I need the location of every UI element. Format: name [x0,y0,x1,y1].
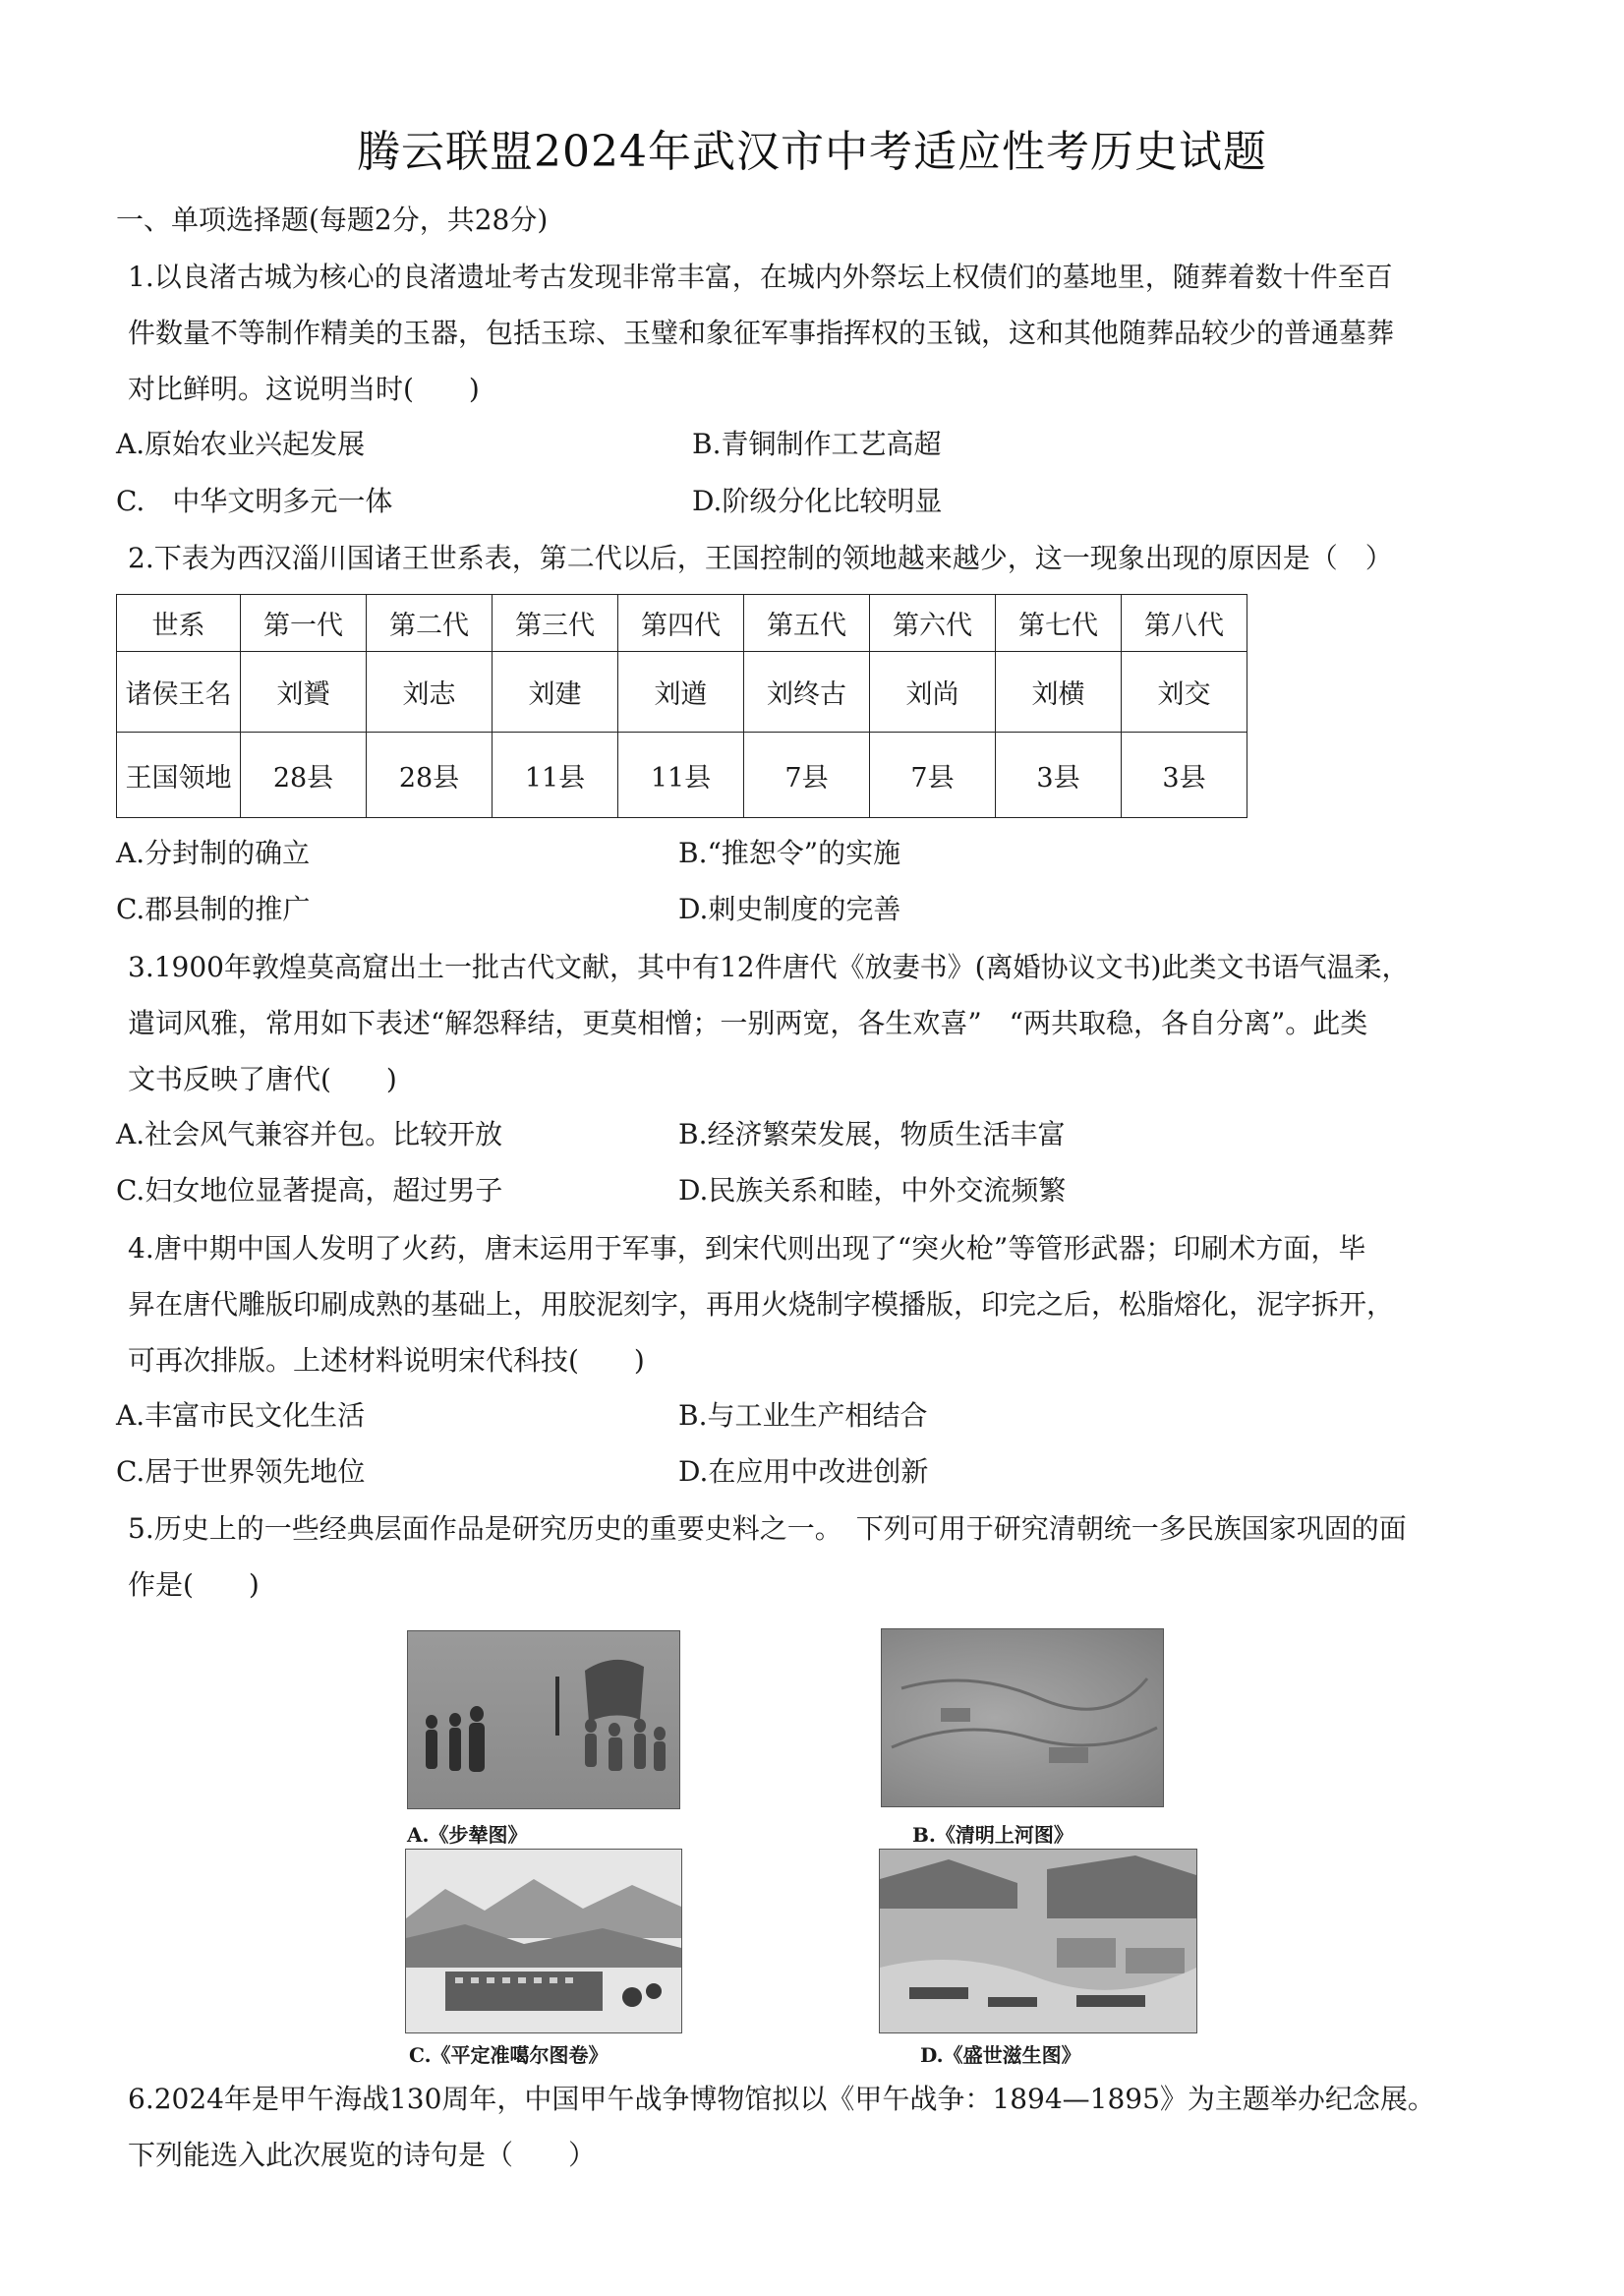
table-cell: 28县 [241,733,367,818]
q6-line-2: 下列能选入此次展览的诗句是（ ） [128,2139,597,2171]
caption-b: B.《清明上河图》 [912,1823,1073,1847]
table-cell: 诸侯王名 [117,652,241,733]
q1-line-1: 1.以良渚古城为核心的良渚遗址考古发现非常丰富，在城内外祭坛上权债们的墓地里，随葬着数十件至百 [128,261,1393,293]
table-cell: 刘贇 [241,652,367,733]
q1-option-d: D.阶级分化比较明显 [692,485,943,517]
table-cell: 第六代 [870,595,996,652]
q4-line-3: 可再次排版。上述材料说明宋代科技( ) [128,1344,645,1377]
q3-option-b: B.经济繁荣发展，物质生活丰富 [678,1118,1066,1150]
table-cell: 王国领地 [117,733,241,818]
q5-line-1: 5.历史上的一些经典层面作品是研究历史的重要史料之一。 下列可用于研究清朝统一多民族国家巩固的面 [128,1512,1407,1545]
table-cell: 第八代 [1122,595,1247,652]
q4-option-b: B.与工业生产相结合 [678,1399,928,1432]
table-cell: 刘遒 [618,652,744,733]
q1-option-a: A.原始农业兴起发展 [116,428,366,460]
caption-a: A.《步辇图》 [407,1823,528,1847]
table-cell: 刘建 [493,652,618,733]
table-row [117,652,1247,733]
q3-option-a: A.社会风气兼容并包。比较开放 [116,1118,503,1150]
table-cell: 3县 [1122,733,1247,818]
q4-line-1: 4.唐中期中国人发明了火药，唐末运用于军事，到宋代则出现了“突火枪”等管形武器；印刷术方面，毕 [128,1232,1366,1265]
table-cell: 刘尚 [870,652,996,733]
table-cell: 28县 [367,733,493,818]
painting-c-scene [406,1850,681,2032]
table-cell: 刘终古 [744,652,870,733]
table-cell: 3县 [996,733,1122,818]
table-cell: 7县 [870,733,996,818]
q1-option-c: C. 中华文明多元一体 [116,485,393,517]
table-cell: 世系 [117,595,241,652]
q3-line-3: 文书反映了唐代( ) [128,1063,397,1095]
table-cell: 第三代 [493,595,618,652]
q3-line-1: 3.1900年敦煌莫高窟出土一批古代文献，其中有12件唐代《放妻书》(离婚协议文书)此类文书语气温柔， [128,951,1410,983]
painting-b-scene [882,1629,1163,1806]
caption-d: D.《盛世滋生图》 [920,2043,1081,2067]
table-cell: 11县 [618,733,744,818]
table-cell: 刘横 [996,652,1122,733]
table-cell: 刘交 [1122,652,1247,733]
q4-option-a: A.丰富市民文化生活 [116,1399,366,1432]
painting-a-image [407,1630,680,1809]
table-cell: 第七代 [996,595,1122,652]
q4-option-c: C.居于世界领先地位 [116,1455,366,1488]
table-cell: 11县 [493,733,618,818]
table-cell: 第五代 [744,595,870,652]
q3-option-c: C.妇女地位显著提高，超过男子 [116,1174,503,1207]
q2-option-b: B.“推恕令”的实施 [678,837,901,869]
q1-option-b: B.青铜制作工艺高超 [692,428,942,460]
q4-option-d: D.在应用中改进创新 [678,1455,929,1488]
painting-d-scene [880,1850,1196,2032]
table-cell: 第一代 [241,595,367,652]
table-cell: 7县 [744,733,870,818]
q1-line-3: 对比鲜明。这说明当时( ) [128,373,480,405]
q3-option-d: D.民族关系和睦，中外交流频繁 [678,1174,1067,1207]
painting-c-image [405,1849,682,2033]
painting-b-image [881,1628,1164,1807]
q3-line-2: 遣词风雅，常用如下表述“解怨释结，更莫相憎；一别两宽，各生欢喜” “两共取稳，各自分离”。此类 [128,1007,1368,1039]
q2-line-1: 2.下表为西汉淄川国诸王世系表，第二代以后，王国控制的领地越来越少，这一现象出现的原因是（ ） [128,542,1393,574]
table-row [117,733,1247,818]
q5-line-2: 作是( ) [128,1568,260,1601]
caption-c: C.《平定准噶尔图卷》 [409,2043,609,2067]
painting-a-figures [408,1631,679,1808]
lineage-table [116,594,1247,818]
section-heading: 一、单项选择题(每题2分，共28分) [116,204,549,236]
q2-option-d: D.刺史制度的完善 [678,893,901,925]
q2-option-a: A.分封制的确立 [116,837,311,869]
q6-line-1: 6.2024年是甲午海战130周年，中国甲午战争博物馆拟以《甲午战争：1894—1895》为主题举办纪念展。 [128,2083,1435,2115]
exam-title: 腾云联盟2024年武汉市中考适应性考历史试题 [357,127,1267,177]
table-cell: 第四代 [618,595,744,652]
q4-line-2: 昇在唐代雕版印刷成熟的基础上，用胶泥刻字，再用火烧制字模播版，印完之后，松脂熔化，泥字拆开， [128,1288,1395,1321]
table-row [117,595,1247,652]
q1-line-2: 件数量不等制作精美的玉器，包括玉琮、玉璧和象征军事指挥权的玉钺，这和其他随葬品较少的普通墓葬 [128,317,1395,349]
table-cell: 第二代 [367,595,493,652]
table-cell: 刘志 [367,652,493,733]
painting-d-image [879,1849,1197,2033]
q2-option-c: C.郡县制的推广 [116,893,311,925]
